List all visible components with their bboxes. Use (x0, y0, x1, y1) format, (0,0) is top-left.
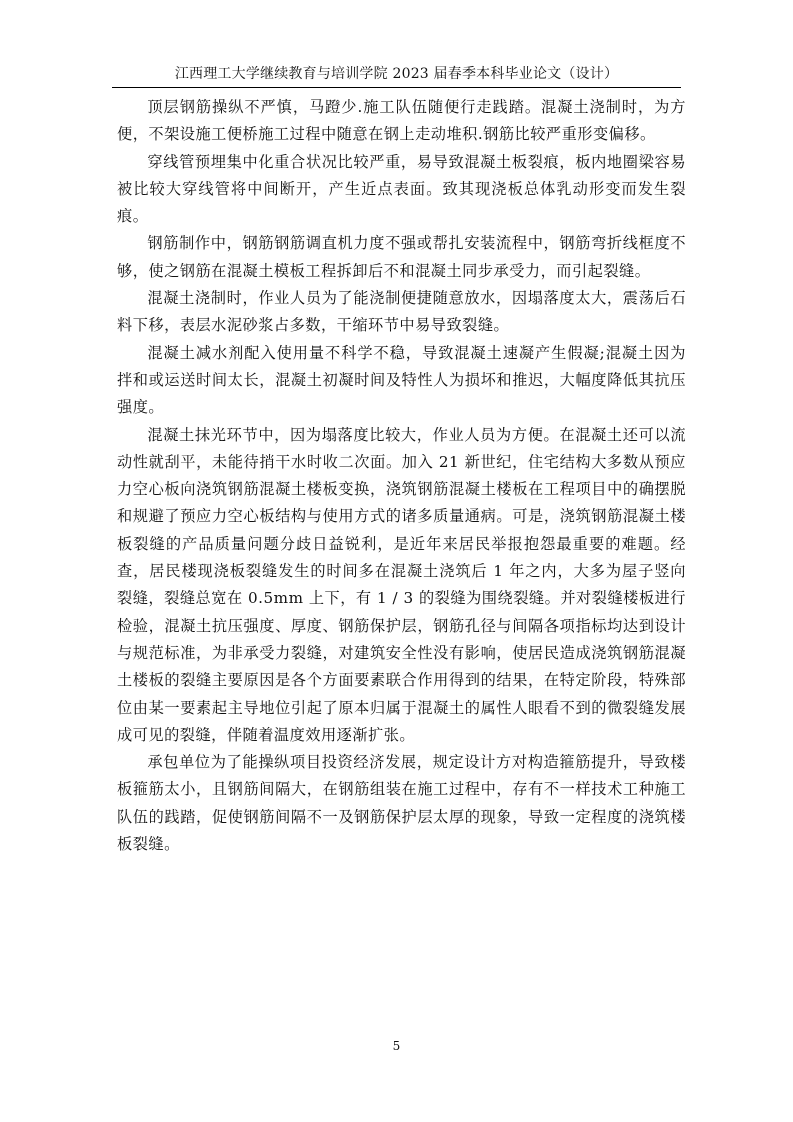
body-text (117, 94, 686, 858)
page-number: 5 (392, 1039, 401, 1053)
paragraph: 顶层钢筋操纵不严慎，马蹬少.施工队伍随便行走践踏。混凝土浇制时，为方便，不架设施工便桥施工过程中随意在钢上走动堆积.钢筋比较严重形变偏移。 (117, 98, 686, 144)
paragraph: 承包单位为了能操纵项目投资经济发展，规定设计方对构造箍筋提升，导致楼板箍筋太小，且钢筋间隔大，在钢筋组装在施工过程中，存有不一样技术工种施工队伍的践踏，促使钢筋间隔不一及钢筋保护层太厚的现象，导致一定程度的浇筑楼板裂缝。 (117, 753, 686, 854)
paragraph: 混凝土抹光环节中，因为塌落度比较大，作业人员为方便。在混凝土还可以流动性就刮平，未能待捎干水时收二次面。加入 21 新世纪，住宅结构大多数从预应力空心板向浇筑钢筋混凝土楼板变换，浇筑钢筋混凝土楼板在工程项目中的确摆脱和规避了预应力空心板结构与使用方式的诸多质量通病。可是，浇筑钢筋混凝土楼板裂缝的产品质量问题分歧日益锐利，是近年来居民举报抱怨最重要的难题。经查，居民楼现浇板裂缝发生的时间多在混凝土浇筑后 1 年之内，大多为屋子竖向裂缝，裂缝总宽在 0.5mm 上下，有 1 / 3 的裂缝为围绕裂缝。并对裂缝楼板进行检验，混凝土抗压强度、厚度、钢筋保护层，钢筋孔径与间隔各项指标均达到设计与规范标准，为非承受力裂缝，对建筑安全性没有影响，使居民造成浇筑钢筋混凝土楼板的裂缝主要原因是各个方面要素联合作用得到的结果，在特定阶段，特殊部位由某一要素起主导地位引起了原本归属于混凝土的属性人眼看不到的微裂缝发展成可见的裂缝，伴随着温度效用逐渐扩张。 (117, 425, 686, 744)
paragraph: 钢筋制作中，钢筋钢筋调直机力度不强或帮扎安装流程中，钢筋弯折线框度不够，使之钢筋在混凝土模板工程拆卸后不和混凝土同步承受力，而引起裂缝。 (117, 234, 686, 280)
paragraph: 穿线管预埋集中化重合状况比较严重，易导致混凝土板裂痕，板内地圈梁容易被比较大穿线管将中间断开，产生近点表面。致其现浇板总体乳动形变而发生裂痕。 (117, 152, 686, 226)
header-divider (112, 87, 681, 88)
paragraph: 混凝土减水剂配入使用量不科学不稳，导致混凝土速凝产生假凝;混凝土因为拌和或运送时间太长，混凝土初凝时间及特性人为损坏和推迟，大幅度降低其抗压强度。 (117, 343, 686, 417)
paragraph: 混凝土浇制时，作业人员为了能浇制便捷随意放水，因塌落度太大，震荡后石料下移，表层水泥砂浆占多数，干缩环节中易导致裂缝。 (117, 289, 686, 335)
page-header: 江西理工大学继续教育与培训学院 2023 届春季本科毕业论文（设计） (174, 66, 619, 82)
